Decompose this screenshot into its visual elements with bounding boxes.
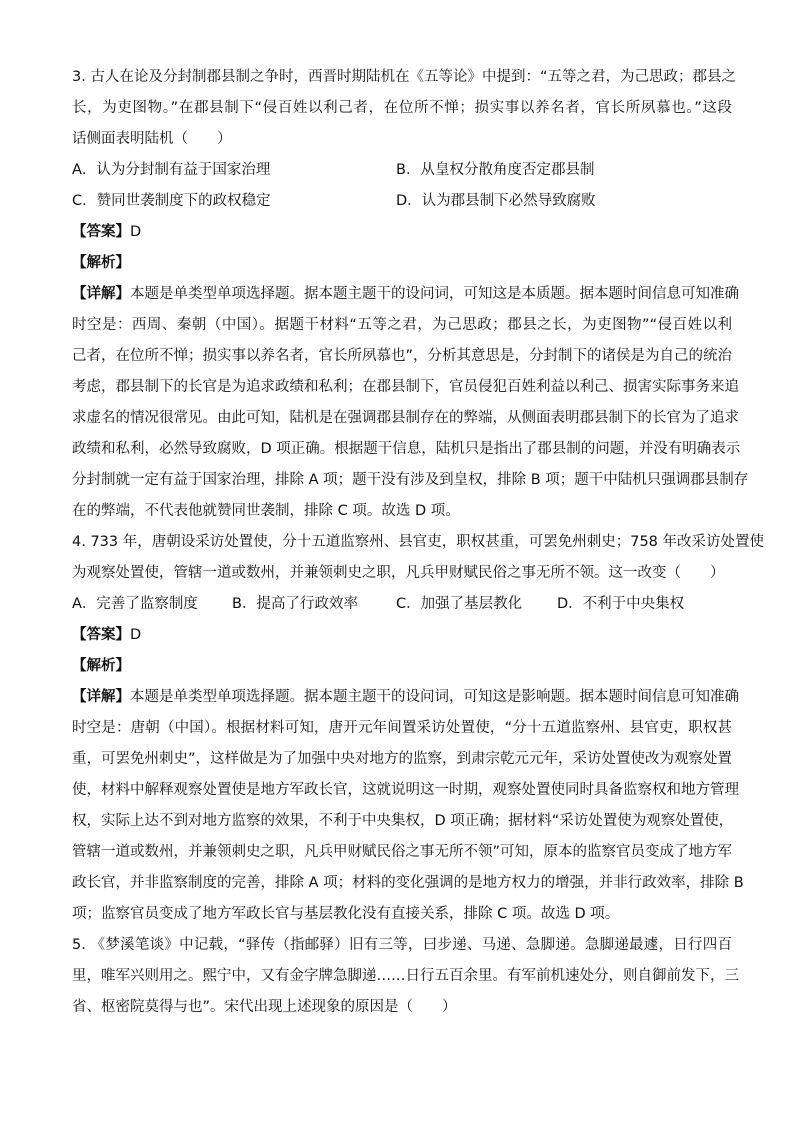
detail-line: 政长官，并非监察制度的完善，排除 A 项；材料的变化强调的是地方权力的增强，并非行政效率，排除 B	[72, 875, 744, 891]
answer-tag: 【答案】	[72, 627, 130, 643]
question-3-options-row-2	[72, 186, 732, 217]
detail-line	[72, 682, 739, 713]
question-3-analysis-heading	[72, 248, 732, 279]
option-d: D．认为郡县制下必然导致腐败	[396, 193, 596, 209]
question-3-options-row-1	[72, 155, 732, 186]
option-a: A．完善了监察制度	[72, 596, 198, 612]
analysis-tag: 【解析】	[72, 658, 130, 674]
option-b: B．从皇权分散角度否定郡县制	[396, 162, 595, 178]
question-3-answer	[72, 217, 732, 248]
option-c: C．加强了基层教化	[396, 596, 523, 612]
detail-line	[72, 279, 739, 310]
stem-line: 里，唯军兴则用之。熙宁中，又有金字牌急脚递……日行五百余里。有军前机速处分，则自御前发下，三	[72, 968, 739, 984]
question-4-detail	[72, 682, 744, 930]
stem-line: 3. 古人在论及分封制郡县制之争时，西晋时期陆机在《五等论》中提到：“五等之君，为己思政；郡县之	[72, 69, 736, 85]
option-b: B．提高了行政效率	[232, 596, 358, 612]
option-c: C．赞同世袭制度下的政权稳定	[72, 193, 271, 209]
stem-line: 省、枢密院莫得与也”。宋代出现上述现象的原因是（ ）	[72, 999, 457, 1015]
stem-line: 5. 《梦溪笔谈》中记载，“驿传（指邮驿）旧有三等，曰步递、马递、急脚递。急脚递最遽，日行四百	[72, 937, 732, 953]
detail-line: 重，可罢免州刺史”，这样做是为了加强中央对地方的监察，到肃宗乾元元年，采访处置使改为观察处置	[72, 751, 733, 767]
option-a: A．认为分封制有益于国家治理	[72, 162, 271, 178]
detail-line: 使，材料中解释观察处置使是地方军政长官，这就说明这一时期，观察处置使同时具备监察权和地方管理	[72, 782, 739, 798]
detail-line: 己者，在位所不惮；损实事以养名者，官长所夙慕也”，分析其意思是，分封制下的诸侯是为自己的统治	[72, 348, 733, 364]
question-4-analysis-heading	[72, 651, 732, 682]
question-5-stem	[72, 930, 739, 1023]
detail-line: 权，实际上达不到对地方监察的效果，不利于中央集权，D 项正确；据材料“采访处置使为观察处置使，	[72, 813, 734, 829]
answer-value: D	[130, 627, 142, 643]
stem-line: 4. 733 年，唐朝设采访处置使，分十五道监察州、县官吏，职权甚重，可罢免州刺史；758 年改采访处置使	[72, 534, 765, 550]
detail-text: 本题是单类型单项选择题。据本题主题干的设问词，可知这是本质题。据本题时间信息可知准确	[130, 286, 739, 302]
document-page	[72, 62, 765, 1023]
detail-line: 时空是：西周、秦朝（中国）。据题干材料“五等之君，为己思政；郡县之长，为吏图物”“侵百姓以利	[72, 317, 732, 333]
stem-line: 话侧面表明陆机（ ）	[72, 131, 232, 147]
detail-line: 分封制就一定有益于国家治理，排除 A 项；题干没有涉及到皇权，排除 B 项；题干中陆机只强调郡县制存	[72, 472, 749, 488]
detail-line: 管辖一道或数州，并兼领刺史之职，凡兵甲财赋民俗之事无所不领”可知，原本的监察官员变成了地方军	[72, 844, 733, 860]
detail-line: 考虑，郡县制下的长官是为追求政绩和私利；在郡县制下，官员侵犯百姓利益以利己、损害实际事务来追	[72, 379, 739, 395]
detail-text: 本题是单类型单项选择题。据本题主题干的设问词，可知这是影响题。据本题时间信息可知准确	[130, 689, 739, 705]
detail-line: 政绩和私利，必然导致腐败，D 项正确。根据题干信息，陆机只是指出了郡县制的问题，并没有明确表示	[72, 441, 741, 457]
question-4-options	[72, 589, 732, 620]
detail-line: 求虚名的情况很常见。由此可知，陆机是在强调郡县制存在的弊端，从侧面表明郡县制下的长官为了追求	[72, 410, 739, 426]
question-4-answer	[72, 620, 732, 651]
detail-line: 在的弊端，不代表他就赞同世袭制，排除 C 项。故选 D 项。	[72, 503, 460, 519]
detail-line: 项；监察官员变成了地方军政长官与基层教化没有直接关系，排除 C 项。故选 D 项。	[72, 906, 620, 922]
analysis-tag: 【解析】	[72, 255, 130, 271]
answer-value: D	[130, 224, 142, 240]
question-4-stem	[72, 527, 765, 589]
stem-line: 长，为吏图物。”在郡县制下“侵百姓以利己者，在位所不惮；损实事以养名者，官长所夙慕也。”这段	[72, 100, 732, 116]
answer-tag: 【答案】	[72, 224, 130, 240]
option-d: D．不利于中央集权	[557, 596, 685, 612]
detail-tag: 【详解】	[72, 286, 130, 302]
question-3-detail	[72, 279, 749, 527]
question-3-stem	[72, 62, 736, 155]
detail-line: 时空是：唐朝（中国）。根据材料可知，唐开元年间置采访处置使，“分十五道监察州、县官吏，职权甚	[72, 720, 732, 736]
detail-tag: 【详解】	[72, 689, 130, 705]
stem-line: 为观察处置使，管辖一道或数州，并兼领刺史之职，凡兵甲财赋民俗之事无所不领。这一改变（ ）	[72, 565, 725, 581]
